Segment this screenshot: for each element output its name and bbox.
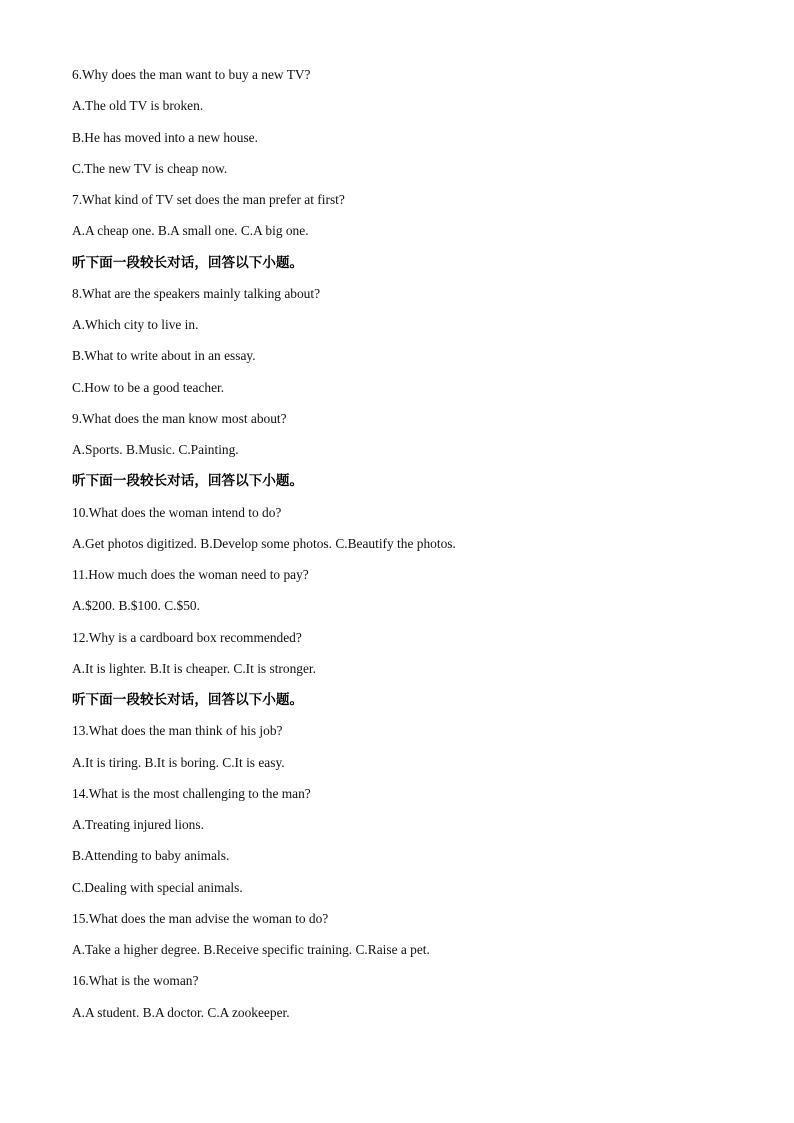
option-line: A.Treating injured lions. bbox=[72, 817, 204, 832]
option-line: A.Take a higher degree. B.Receive specific training. C.Raise a pet. bbox=[72, 942, 430, 957]
section-heading: 听下面一段较长对话，回答以下小题。 bbox=[72, 692, 304, 708]
section-heading: 听下面一段较长对话，回答以下小题。 bbox=[72, 254, 304, 271]
question-6: 6.Why does the man want to buy a new TV? bbox=[72, 67, 311, 82]
option-line: C.How to be a good teacher. bbox=[72, 379, 225, 395]
question-11: 11.How much does the woman need to pay? bbox=[72, 567, 309, 582]
option-line: B.He has moved into a new house. bbox=[72, 129, 258, 145]
option-line: C.Dealing with special animals. bbox=[72, 879, 243, 895]
option-line: A.Which city to live in. bbox=[72, 317, 199, 332]
question-list bbox=[72, 65, 752, 1034]
question-12: 12.Why is a cardboard box recommended? bbox=[72, 629, 302, 645]
question-15: 15.What does the man advise the woman to do? bbox=[72, 910, 329, 926]
option-line: B.What to write about in an essay. bbox=[72, 348, 256, 364]
option-line: C.The new TV is cheap now. bbox=[72, 160, 228, 176]
question-8: 8.What are the speakers mainly talking about? bbox=[72, 285, 321, 301]
option-line: A.A cheap one. B.A small one. C.A big one. bbox=[72, 223, 309, 239]
option-line: A.Sports. B.Music. C.Painting. bbox=[72, 442, 239, 457]
option-line: B.Attending to baby animals. bbox=[72, 848, 230, 864]
question-13: 13.What does the man think of his job? bbox=[72, 723, 283, 739]
option-line: A.$200. B.$100. C.$50. bbox=[72, 598, 200, 614]
option-line: A.The old TV is broken. bbox=[72, 98, 204, 114]
question-16: 16.What is the woman? bbox=[72, 973, 199, 989]
option-line: A.It is lighter. B.It is cheaper. C.It is stronger. bbox=[72, 660, 316, 676]
section-heading: 听下面一段较长对话，回答以下小题。 bbox=[72, 473, 304, 490]
question-7: 7.What kind of TV set does the man prefer at first? bbox=[72, 192, 345, 207]
question-9: 9.What does the man know most about? bbox=[72, 410, 287, 426]
option-line: A.A student. B.A doctor. C.A zookeeper. bbox=[72, 1004, 290, 1020]
option-line: A.Get photos digitized. B.Develop some photos. C.Beautify the photos. bbox=[72, 535, 456, 551]
question-14: 14.What is the most challenging to the man? bbox=[72, 785, 311, 801]
question-10: 10.What does the woman intend to do? bbox=[72, 504, 282, 520]
option-line: A.It is tiring. B.It is boring. C.It is easy. bbox=[72, 754, 285, 770]
